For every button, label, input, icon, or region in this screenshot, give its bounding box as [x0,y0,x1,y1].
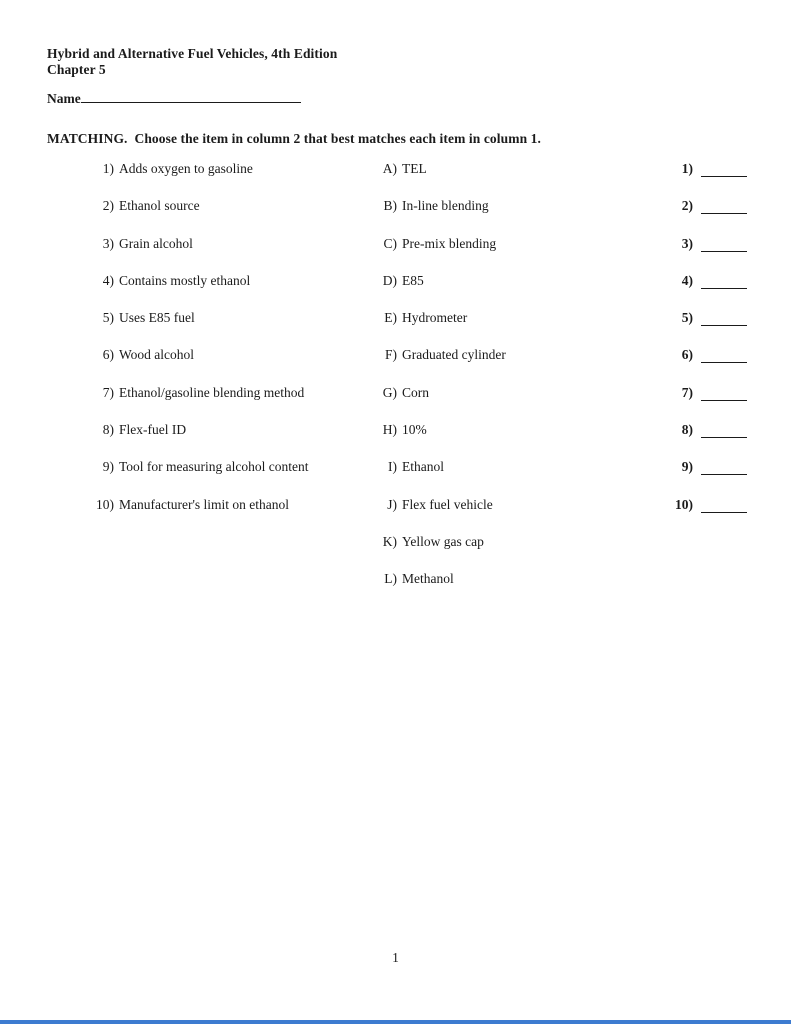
col2-item [366,197,506,234]
item-letter: B) [383,198,397,214]
answer-row [616,421,747,458]
item-text: TEL [402,161,427,176]
answer-number: 4) [681,272,693,288]
column-2-items [366,160,506,608]
name-blank-line [81,88,301,103]
column-1-items [60,160,309,533]
item-letter: K) [382,533,397,549]
item-letter: G) [382,384,397,400]
item-text: Hydrometer [402,310,468,326]
col1-item [60,496,309,533]
col2-item [366,496,506,533]
item-text: Ethanol source [119,198,200,214]
item-text: Flex-fuel ID [119,422,187,438]
answer-column [616,160,747,533]
item-text: Pre-mix blending [402,235,497,251]
answer-blank-line [701,160,747,177]
document-title: Hybrid and Alternative Fuel Vehicles, 4th Edition [47,46,338,61]
item-number: 9) [102,459,114,475]
item-text: Ethanol [402,459,444,475]
answer-row [616,346,747,383]
item-letter: C) [383,235,397,251]
item-letter: J) [387,496,397,512]
answer-number: 9) [681,459,693,475]
answer-row [616,496,747,533]
item-number: 2) [102,198,114,214]
answer-number: 3) [681,235,693,251]
col2-item [366,570,506,607]
item-text: Grain alcohol [119,235,193,251]
item-number: 8) [102,422,114,438]
item-text: Flex fuel vehicle [402,496,493,512]
col1-item [60,235,309,272]
item-text: Graduated cylinder [402,347,506,363]
col1-item [60,421,309,458]
item-text: Corn [402,384,429,400]
answer-row [616,235,747,272]
item-letter: A) [382,161,397,176]
answer-number: 8) [681,422,693,438]
answer-blank-line [701,421,747,438]
col1-item [60,197,309,234]
item-text: Tool for measuring alcohol content [119,459,309,475]
answer-blank-line [701,235,747,252]
col2-item [366,309,506,346]
item-text: 10% [402,422,427,438]
item-text: E85 [402,272,424,288]
item-number: 6) [102,347,114,363]
col1-item [60,272,309,309]
answer-number: 7) [681,384,693,400]
answer-blank-line [701,384,747,401]
name-row [47,88,301,107]
answer-blank-line [701,346,747,363]
answer-row [616,197,747,234]
bottom-accent-bar [0,1020,791,1024]
item-number: 3) [102,235,114,251]
item-text: Ethanol/gasoline blending method [119,384,305,400]
col2-item [366,421,506,458]
item-text: In-line blending [402,198,489,214]
answer-row [616,384,747,421]
item-letter: F) [384,347,397,363]
col2-item [366,160,506,197]
item-number: 10) [96,496,114,512]
item-letter: D) [382,272,397,288]
answer-number: 2) [681,198,693,214]
col2-item [366,272,506,309]
item-text: Manufacturer's limit on ethanol [119,496,290,512]
answer-number: 10) [675,496,693,512]
item-number: 4) [102,272,114,288]
answer-row [616,272,747,309]
col2-item [366,346,506,383]
item-letter: H) [382,422,397,438]
item-text: Adds oxygen to gasoline [119,161,253,176]
item-text: Methanol [402,571,454,587]
item-number: 5) [102,310,114,326]
document-header [47,46,337,77]
item-letter: E) [384,310,397,326]
document-chapter: Chapter 5 [47,61,106,77]
item-text: Contains mostly ethanol [119,272,251,288]
matching-instruction: MATCHING. Choose the item in column 2 that best matches each item in column 1. [47,131,541,146]
answer-number: 1) [681,161,693,176]
answer-blank-line [701,458,747,475]
answer-blank-line [701,272,747,289]
col2-item [366,533,506,570]
col1-item [60,384,309,421]
answer-blank-line [701,309,747,326]
answer-row [616,160,747,197]
item-number: 7) [102,384,114,400]
col2-item [366,235,506,272]
page-number: 1 [392,950,399,965]
item-text: Wood alcohol [119,347,195,363]
col2-item [366,384,506,421]
col1-item [60,309,309,346]
answer-number: 6) [681,347,693,363]
answer-blank-line [701,496,747,513]
item-letter: I) [388,459,397,475]
item-text: Uses E85 fuel [119,310,195,326]
col2-item [366,458,506,495]
answer-row [616,309,747,346]
col1-item [60,346,309,383]
answer-number: 5) [681,310,693,326]
col1-item [60,458,309,495]
item-text: Yellow gas cap [402,533,484,549]
answer-blank-line [701,197,747,214]
item-number: 1) [102,161,114,176]
item-letter: L) [384,571,397,587]
answer-row [616,458,747,495]
col1-item [60,160,309,197]
name-label: Name [47,91,81,106]
